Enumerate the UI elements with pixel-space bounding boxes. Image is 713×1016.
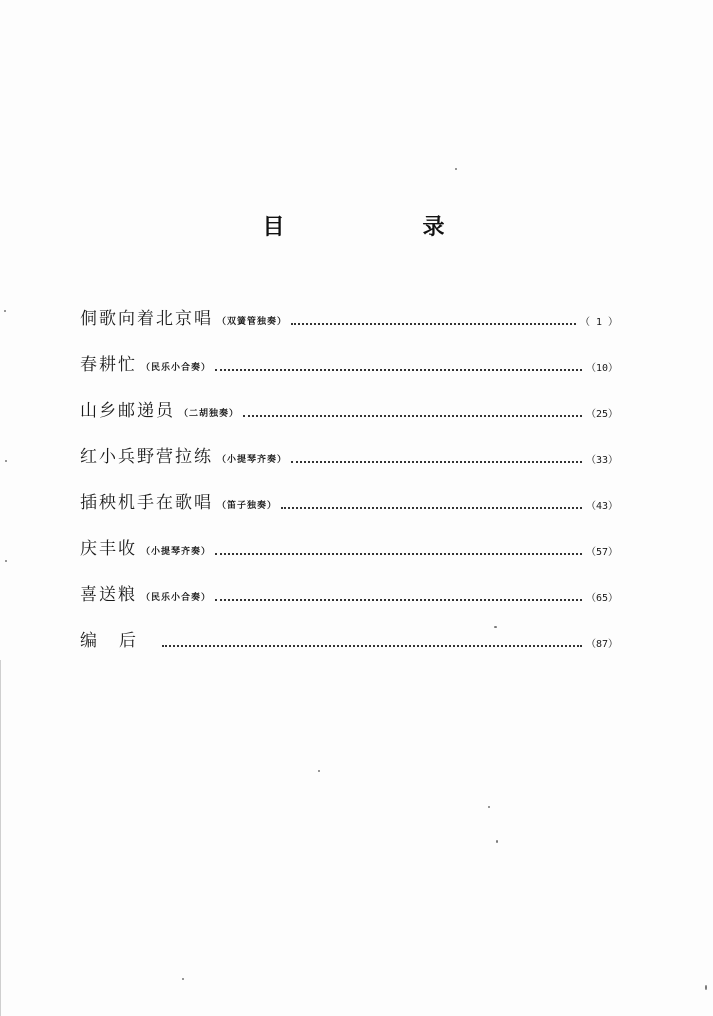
toc-entry-note: （小提琴齐奏） <box>217 455 288 465</box>
toc-entry-title: 喜送粮 <box>80 585 137 605</box>
scan-speck <box>318 770 320 772</box>
toc-entry-page: （33） <box>585 455 618 466</box>
scan-speck <box>5 560 7 562</box>
scan-speck <box>488 806 490 808</box>
page-title: 目 录 <box>262 215 503 240</box>
toc-entry <box>80 622 618 668</box>
table-of-contents <box>80 300 618 668</box>
toc-entry-note: （民乐小合奏） <box>141 593 212 603</box>
toc-entry-page: （65） <box>585 593 618 604</box>
toc-entry <box>80 300 618 346</box>
scan-speck <box>705 985 707 990</box>
scan-speck <box>4 310 6 312</box>
toc-entry <box>80 392 618 438</box>
toc-entry-title: 侗歌向着北京唱 <box>80 309 213 329</box>
toc-entry-title: 编后 <box>80 631 158 651</box>
dot-leader <box>291 461 582 463</box>
scan-edge-line <box>0 660 1 1016</box>
toc-entry <box>80 576 618 622</box>
dot-leader <box>243 415 582 417</box>
scan-speck <box>5 460 7 462</box>
dot-leader <box>281 507 582 509</box>
toc-entry-note: （笛子独奏） <box>217 501 278 511</box>
dot-leader <box>215 599 582 601</box>
dot-leader <box>291 323 576 325</box>
toc-entry-title: 庆丰收 <box>80 539 137 559</box>
scan-speck <box>496 840 498 843</box>
scan-speck <box>182 978 184 980</box>
toc-entry-page: （87） <box>585 639 618 650</box>
toc-entry-page: （ 1 ） <box>579 317 618 328</box>
toc-entry-page: （57） <box>585 547 618 558</box>
toc-entry <box>80 530 618 576</box>
toc-entry-note: （双簧管独奏） <box>217 317 288 327</box>
toc-entry-note: （小提琴齐奏） <box>141 547 212 557</box>
toc-entry <box>80 438 618 484</box>
scan-speck <box>455 168 457 170</box>
toc-entry-page: （43） <box>585 501 618 512</box>
dot-leader <box>215 369 582 371</box>
toc-entry-note: （民乐小合奏） <box>141 363 212 373</box>
toc-entry-note: （二胡独奏） <box>179 409 240 419</box>
toc-entry <box>80 346 618 392</box>
dot-leader <box>162 645 582 647</box>
toc-entry-title: 春耕忙 <box>80 355 137 375</box>
toc-entry-title: 插秧机手在歌唱 <box>80 493 213 513</box>
toc-entry-title: 山乡邮递员 <box>80 401 175 421</box>
toc-entry-title: 红小兵野营拉练 <box>80 447 213 467</box>
dot-leader <box>215 553 582 555</box>
toc-entry-page: （25） <box>585 409 618 420</box>
scan-speck <box>494 626 497 628</box>
toc-entry-page: （10） <box>585 363 618 374</box>
toc-entry <box>80 484 618 530</box>
